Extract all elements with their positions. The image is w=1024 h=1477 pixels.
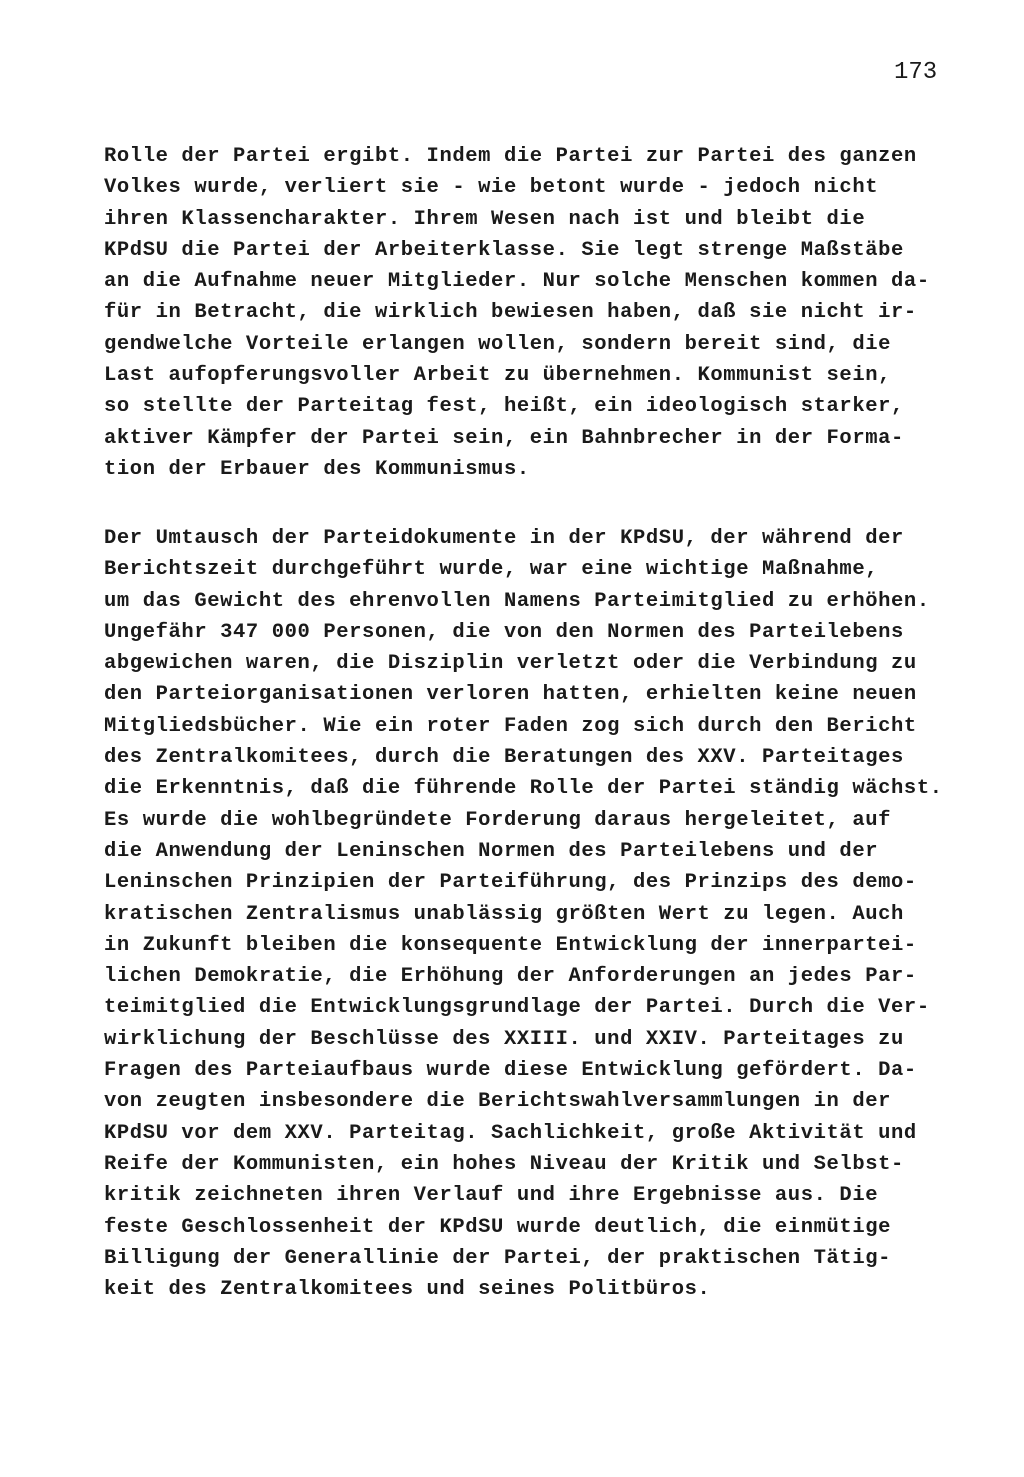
paragraph-2 xyxy=(104,523,943,1305)
text-line: Volkes wurde, verliert sie - wie betont wurde - jedoch nicht xyxy=(104,176,879,200)
text-line: tion der Erbauer des Kommunismus. xyxy=(104,457,530,481)
text-line: in Zukunft bleiben die konsequente Entwicklung der innerpartei- xyxy=(104,933,917,957)
text-line: Ungefähr 347 000 Personen, die von den Normen des Parteilebens xyxy=(104,620,904,644)
text-line: Fragen des Parteiaufbaus wurde diese Entwicklung gefördert. Da- xyxy=(104,1059,917,1083)
text-line: Billigung der Generallinie der Partei, der praktischen Tätig- xyxy=(104,1246,892,1270)
text-line: so stellte der Parteitag fest, heißt, ein ideologisch starker, xyxy=(104,395,904,419)
text-line: die Anwendung der Leninschen Normen des Parteilebens und der xyxy=(104,839,879,863)
text-line: KPdSU vor dem XXV. Parteitag. Sachlichkeit, große Aktivität und xyxy=(104,1121,917,1145)
text-line: des Zentralkomitees, durch die Beratungen des XXV. Parteitages xyxy=(104,746,904,770)
page-number: 173 xyxy=(894,59,938,86)
paragraph-1 xyxy=(104,141,934,485)
text-line: Berichtszeit durchgeführt wurde, war eine wichtige Maßnahme, xyxy=(104,558,879,582)
text-line: lichen Demokratie, die Erhöhung der Anforderungen an jedes Par- xyxy=(104,965,917,989)
text-line: an die Aufnahme neuer Mitglieder. Nur solche Menschen kommen da- xyxy=(104,270,930,294)
text-line: kritik zeichneten ihren Verlauf und ihre Ergebnisse aus. Die xyxy=(104,1184,879,1208)
text-line: Rolle der Partei ergibt. Indem die Partei zur Partei des ganzen xyxy=(104,145,917,168)
text-line: abgewichen waren, die Disziplin verletzt oder die Verbindung zu xyxy=(104,652,917,676)
text-line: gendwelche Vorteile erlangen wollen, sondern bereit sind, die xyxy=(104,332,892,356)
text-line: um das Gewicht des ehrenvollen Namens Parteimitglied zu erhöhen. xyxy=(104,589,930,613)
text-line: die Erkenntnis, daß die führende Rolle der Partei ständig wächst. xyxy=(104,777,943,801)
text-line: Last aufopferungsvoller Arbeit zu übernehmen. Kommunist sein, xyxy=(104,364,892,388)
text-line: teimitglied die Entwicklungsgrundlage der Partei. Durch die Ver- xyxy=(104,996,930,1020)
text-line: wirklichung der Beschlüsse des XXIII. und XXIV. Parteitages zu xyxy=(104,1027,904,1051)
text-line: feste Geschlossenheit der KPdSU wurde deutlich, die einmütige xyxy=(104,1215,892,1239)
text-line: den Parteiorganisationen verloren hatten, erhielten keine neuen xyxy=(104,683,917,707)
text-line: keit des Zentralkomitees und seines Politbüros. xyxy=(104,1278,711,1302)
text-line: kratischen Zentralismus unablässig größten Wert zu legen. Auch xyxy=(104,902,904,926)
text-line: Reife der Kommunisten, ein hohes Niveau der Kritik und Selbst- xyxy=(104,1152,904,1176)
text-line: Es wurde die wohlbegründete Forderung daraus hergeleitet, auf xyxy=(104,808,892,832)
text-line: für in Betracht, die wirklich bewiesen haben, daß sie nicht ir- xyxy=(104,301,917,325)
text-line: von zeugten insbesondere die Berichtswahlversammlungen in der xyxy=(104,1090,892,1114)
text-line: KPdSU die Partei der Arbeiterklasse. Sie legt strenge Maßstäbe xyxy=(104,238,904,262)
text-line: Der Umtausch der Parteidokumente in der KPdSU, der während der xyxy=(104,527,904,550)
text-line: ihren Klassencharakter. Ihrem Wesen nach ist und bleibt die xyxy=(104,207,866,231)
text-line: aktiver Kämpfer der Partei sein, ein Bahnbrecher in der Forma- xyxy=(104,426,904,450)
text-line: Leninschen Prinzipien der Parteiführung, des Prinzips des demo- xyxy=(104,871,917,895)
text-line: Mitgliedsbücher. Wie ein roter Faden zog sich durch den Bericht xyxy=(104,714,917,738)
